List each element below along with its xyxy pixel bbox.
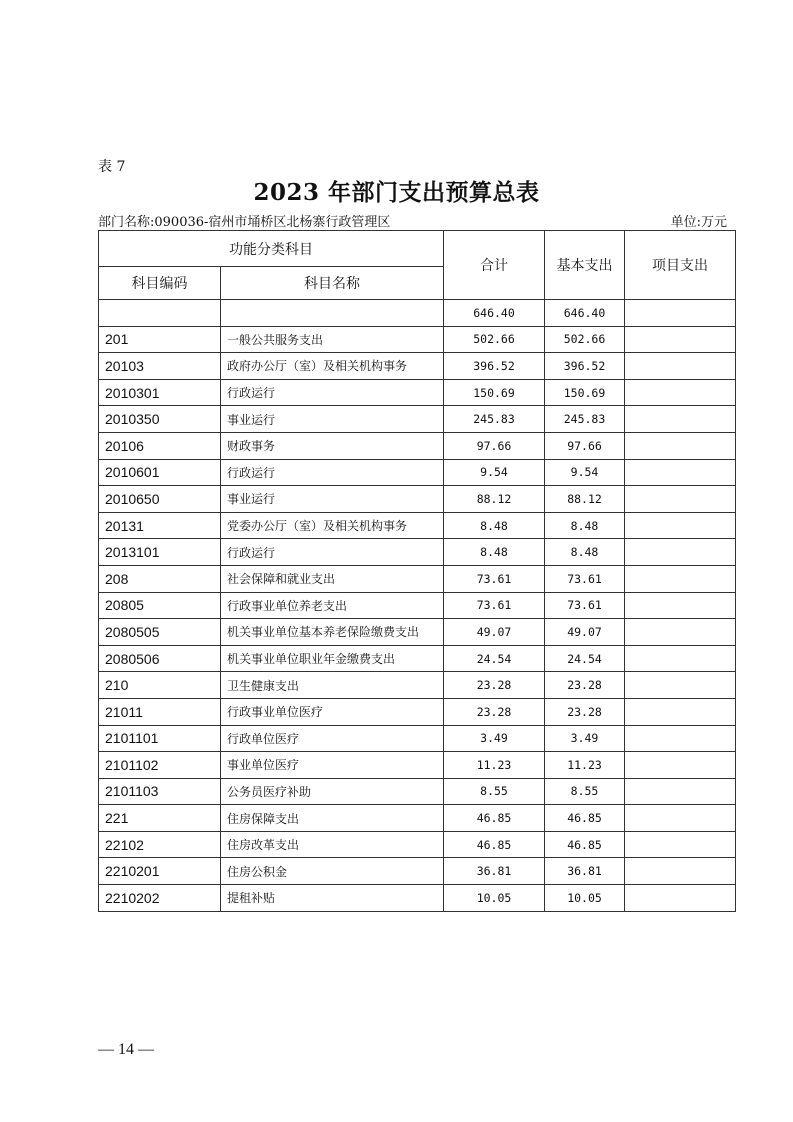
table-row (99, 858, 736, 885)
subject-code-cell: 20106 (99, 432, 221, 459)
subject-name-cell: 一般公共服务支出 (221, 326, 444, 353)
subject-code-cell: 221 (99, 805, 221, 832)
total-cell: 46.85 (444, 831, 545, 858)
project-expenditure-cell (625, 619, 736, 646)
basic-expenditure-cell: 245.83 (545, 406, 625, 433)
subject-code-cell: 20131 (99, 512, 221, 539)
subject-code-cell: 20103 (99, 353, 221, 380)
subject-name-cell: 社会保障和就业支出 (221, 565, 444, 592)
total-cell: 97.66 (444, 432, 545, 459)
project-expenditure-cell (625, 353, 736, 380)
basic-expenditure-cell: 150.69 (545, 379, 625, 406)
total-cell: 150.69 (444, 379, 545, 406)
subject-name-cell: 事业运行 (221, 486, 444, 513)
subject-name-cell: 行政单位医疗 (221, 725, 444, 752)
basic-expenditure-cell: 36.81 (545, 858, 625, 885)
project-expenditure-cell (625, 645, 736, 672)
total-cell: 10.05 (444, 885, 545, 912)
subject-code-cell: 2210201 (99, 858, 221, 885)
subject-name-cell: 行政运行 (221, 379, 444, 406)
basic-expenditure-cell: 8.55 (545, 778, 625, 805)
project-expenditure-cell (625, 831, 736, 858)
subject-code-cell: 2210202 (99, 885, 221, 912)
budget-table (98, 230, 736, 912)
table-row (99, 459, 736, 486)
subject-code-cell: 21011 (99, 698, 221, 725)
total-cell: 73.61 (444, 565, 545, 592)
project-expenditure-cell (625, 752, 736, 779)
table-row (99, 432, 736, 459)
table-row (99, 778, 736, 805)
table-row (99, 486, 736, 513)
basic-expenditure-cell: 8.48 (545, 512, 625, 539)
subject-name-cell: 机关事业单位职业年金缴费支出 (221, 645, 444, 672)
table-row (99, 805, 736, 832)
table-row (99, 725, 736, 752)
project-expenditure-cell (625, 459, 736, 486)
basic-expenditure-cell: 23.28 (545, 698, 625, 725)
header-project-expenditure: 项目支出 (625, 231, 736, 300)
subject-name-cell: 住房改革支出 (221, 831, 444, 858)
table-row (99, 565, 736, 592)
table-body (99, 300, 736, 912)
total-cell: 24.54 (444, 645, 545, 672)
table-row (99, 326, 736, 353)
project-expenditure-cell (625, 698, 736, 725)
project-expenditure-cell (625, 406, 736, 433)
subject-code-cell: 2101103 (99, 778, 221, 805)
total-cell: 245.83 (444, 406, 545, 433)
basic-expenditure-cell: 73.61 (545, 592, 625, 619)
project-expenditure-cell (625, 300, 736, 327)
subject-name-cell: 公务员医疗补助 (221, 778, 444, 805)
basic-expenditure-cell: 10.05 (545, 885, 625, 912)
table-row (99, 300, 736, 327)
project-expenditure-cell (625, 379, 736, 406)
table-row (99, 353, 736, 380)
subject-name-cell: 提租补贴 (221, 885, 444, 912)
total-cell: 88.12 (444, 486, 545, 513)
total-cell: 8.48 (444, 539, 545, 566)
basic-expenditure-cell: 3.49 (545, 725, 625, 752)
subject-name-cell: 机关事业单位基本养老保险缴费支出 (221, 619, 444, 646)
subject-name-cell: 卫生健康支出 (221, 672, 444, 699)
subject-name-cell: 行政运行 (221, 539, 444, 566)
subject-name-cell: 党委办公厅（室）及相关机构事务 (221, 512, 444, 539)
basic-expenditure-cell: 49.07 (545, 619, 625, 646)
subject-code-cell: 2013101 (99, 539, 221, 566)
subject-code-cell: 208 (99, 565, 221, 592)
basic-expenditure-cell: 396.52 (545, 353, 625, 380)
subject-code-cell (99, 300, 221, 327)
total-cell: 8.55 (444, 778, 545, 805)
header-basic-expenditure: 基本支出 (545, 231, 625, 300)
subject-code-cell: 2101101 (99, 725, 221, 752)
subject-code-cell: 22102 (99, 831, 221, 858)
subject-name-cell: 事业单位医疗 (221, 752, 444, 779)
basic-expenditure-cell: 8.48 (545, 539, 625, 566)
table-row (99, 752, 736, 779)
basic-expenditure-cell: 11.23 (545, 752, 625, 779)
table-row (99, 539, 736, 566)
header-total: 合计 (444, 231, 545, 300)
subject-code-cell: 2010350 (99, 406, 221, 433)
subject-name-cell: 事业运行 (221, 406, 444, 433)
total-cell: 11.23 (444, 752, 545, 779)
total-cell: 396.52 (444, 353, 545, 380)
project-expenditure-cell (625, 432, 736, 459)
table-row (99, 592, 736, 619)
basic-expenditure-cell: 646.40 (545, 300, 625, 327)
subject-code-cell: 2010650 (99, 486, 221, 513)
table-row (99, 672, 736, 699)
project-expenditure-cell (625, 512, 736, 539)
basic-expenditure-cell: 9.54 (545, 459, 625, 486)
project-expenditure-cell (625, 539, 736, 566)
subject-name-cell: 政府办公厅（室）及相关机构事务 (221, 353, 444, 380)
header-subject-code: 科目编码 (99, 267, 221, 300)
project-expenditure-cell (625, 805, 736, 832)
subject-name-cell: 住房保障支出 (221, 805, 444, 832)
total-cell: 23.28 (444, 672, 545, 699)
subject-name-cell (221, 300, 444, 327)
basic-expenditure-cell: 46.85 (545, 805, 625, 832)
total-cell: 46.85 (444, 805, 545, 832)
project-expenditure-cell (625, 778, 736, 805)
project-expenditure-cell (625, 565, 736, 592)
project-expenditure-cell (625, 672, 736, 699)
subject-code-cell: 2080505 (99, 619, 221, 646)
table-row (99, 885, 736, 912)
project-expenditure-cell (625, 486, 736, 513)
table-row (99, 698, 736, 725)
total-cell: 73.61 (444, 592, 545, 619)
table-row (99, 619, 736, 646)
table-row (99, 645, 736, 672)
basic-expenditure-cell: 23.28 (545, 672, 625, 699)
total-cell: 8.48 (444, 512, 545, 539)
table-row (99, 831, 736, 858)
subject-code-cell: 210 (99, 672, 221, 699)
project-expenditure-cell (625, 885, 736, 912)
subject-name-cell: 行政事业单位养老支出 (221, 592, 444, 619)
subject-code-cell: 201 (99, 326, 221, 353)
table-row (99, 406, 736, 433)
total-cell: 23.28 (444, 698, 545, 725)
total-cell: 3.49 (444, 725, 545, 752)
table-label: 表 7 (98, 159, 126, 175)
subject-code-cell: 2101102 (99, 752, 221, 779)
total-cell: 36.81 (444, 858, 545, 885)
header-subject-name: 科目名称 (221, 267, 444, 300)
total-cell: 502.66 (444, 326, 545, 353)
project-expenditure-cell (625, 326, 736, 353)
table-row (99, 512, 736, 539)
project-expenditure-cell (625, 725, 736, 752)
page-number: — 14 — (98, 1041, 154, 1058)
subject-name-cell: 住房公积金 (221, 858, 444, 885)
total-cell: 646.40 (444, 300, 545, 327)
table-row (99, 379, 736, 406)
department-name: 部门名称:090036-宿州市埇桥区北杨寨行政管理区 (98, 215, 391, 230)
basic-expenditure-cell: 502.66 (545, 326, 625, 353)
project-expenditure-cell (625, 858, 736, 885)
subject-code-cell: 20805 (99, 592, 221, 619)
basic-expenditure-cell: 46.85 (545, 831, 625, 858)
basic-expenditure-cell: 88.12 (545, 486, 625, 513)
subject-code-cell: 2010601 (99, 459, 221, 486)
subject-name-cell: 行政事业单位医疗 (221, 698, 444, 725)
header-functional-category: 功能分类科目 (99, 231, 444, 267)
basic-expenditure-cell: 97.66 (545, 432, 625, 459)
subject-name-cell: 行政运行 (221, 459, 444, 486)
basic-expenditure-cell: 24.54 (545, 645, 625, 672)
subject-code-cell: 2080506 (99, 645, 221, 672)
page-title: 2023 年部门支出预算总表 (253, 179, 540, 206)
total-cell: 49.07 (444, 619, 545, 646)
subject-code-cell: 2010301 (99, 379, 221, 406)
unit-label: 单位:万元 (670, 215, 727, 230)
project-expenditure-cell (625, 592, 736, 619)
total-cell: 9.54 (444, 459, 545, 486)
basic-expenditure-cell: 73.61 (545, 565, 625, 592)
subject-name-cell: 财政事务 (221, 432, 444, 459)
